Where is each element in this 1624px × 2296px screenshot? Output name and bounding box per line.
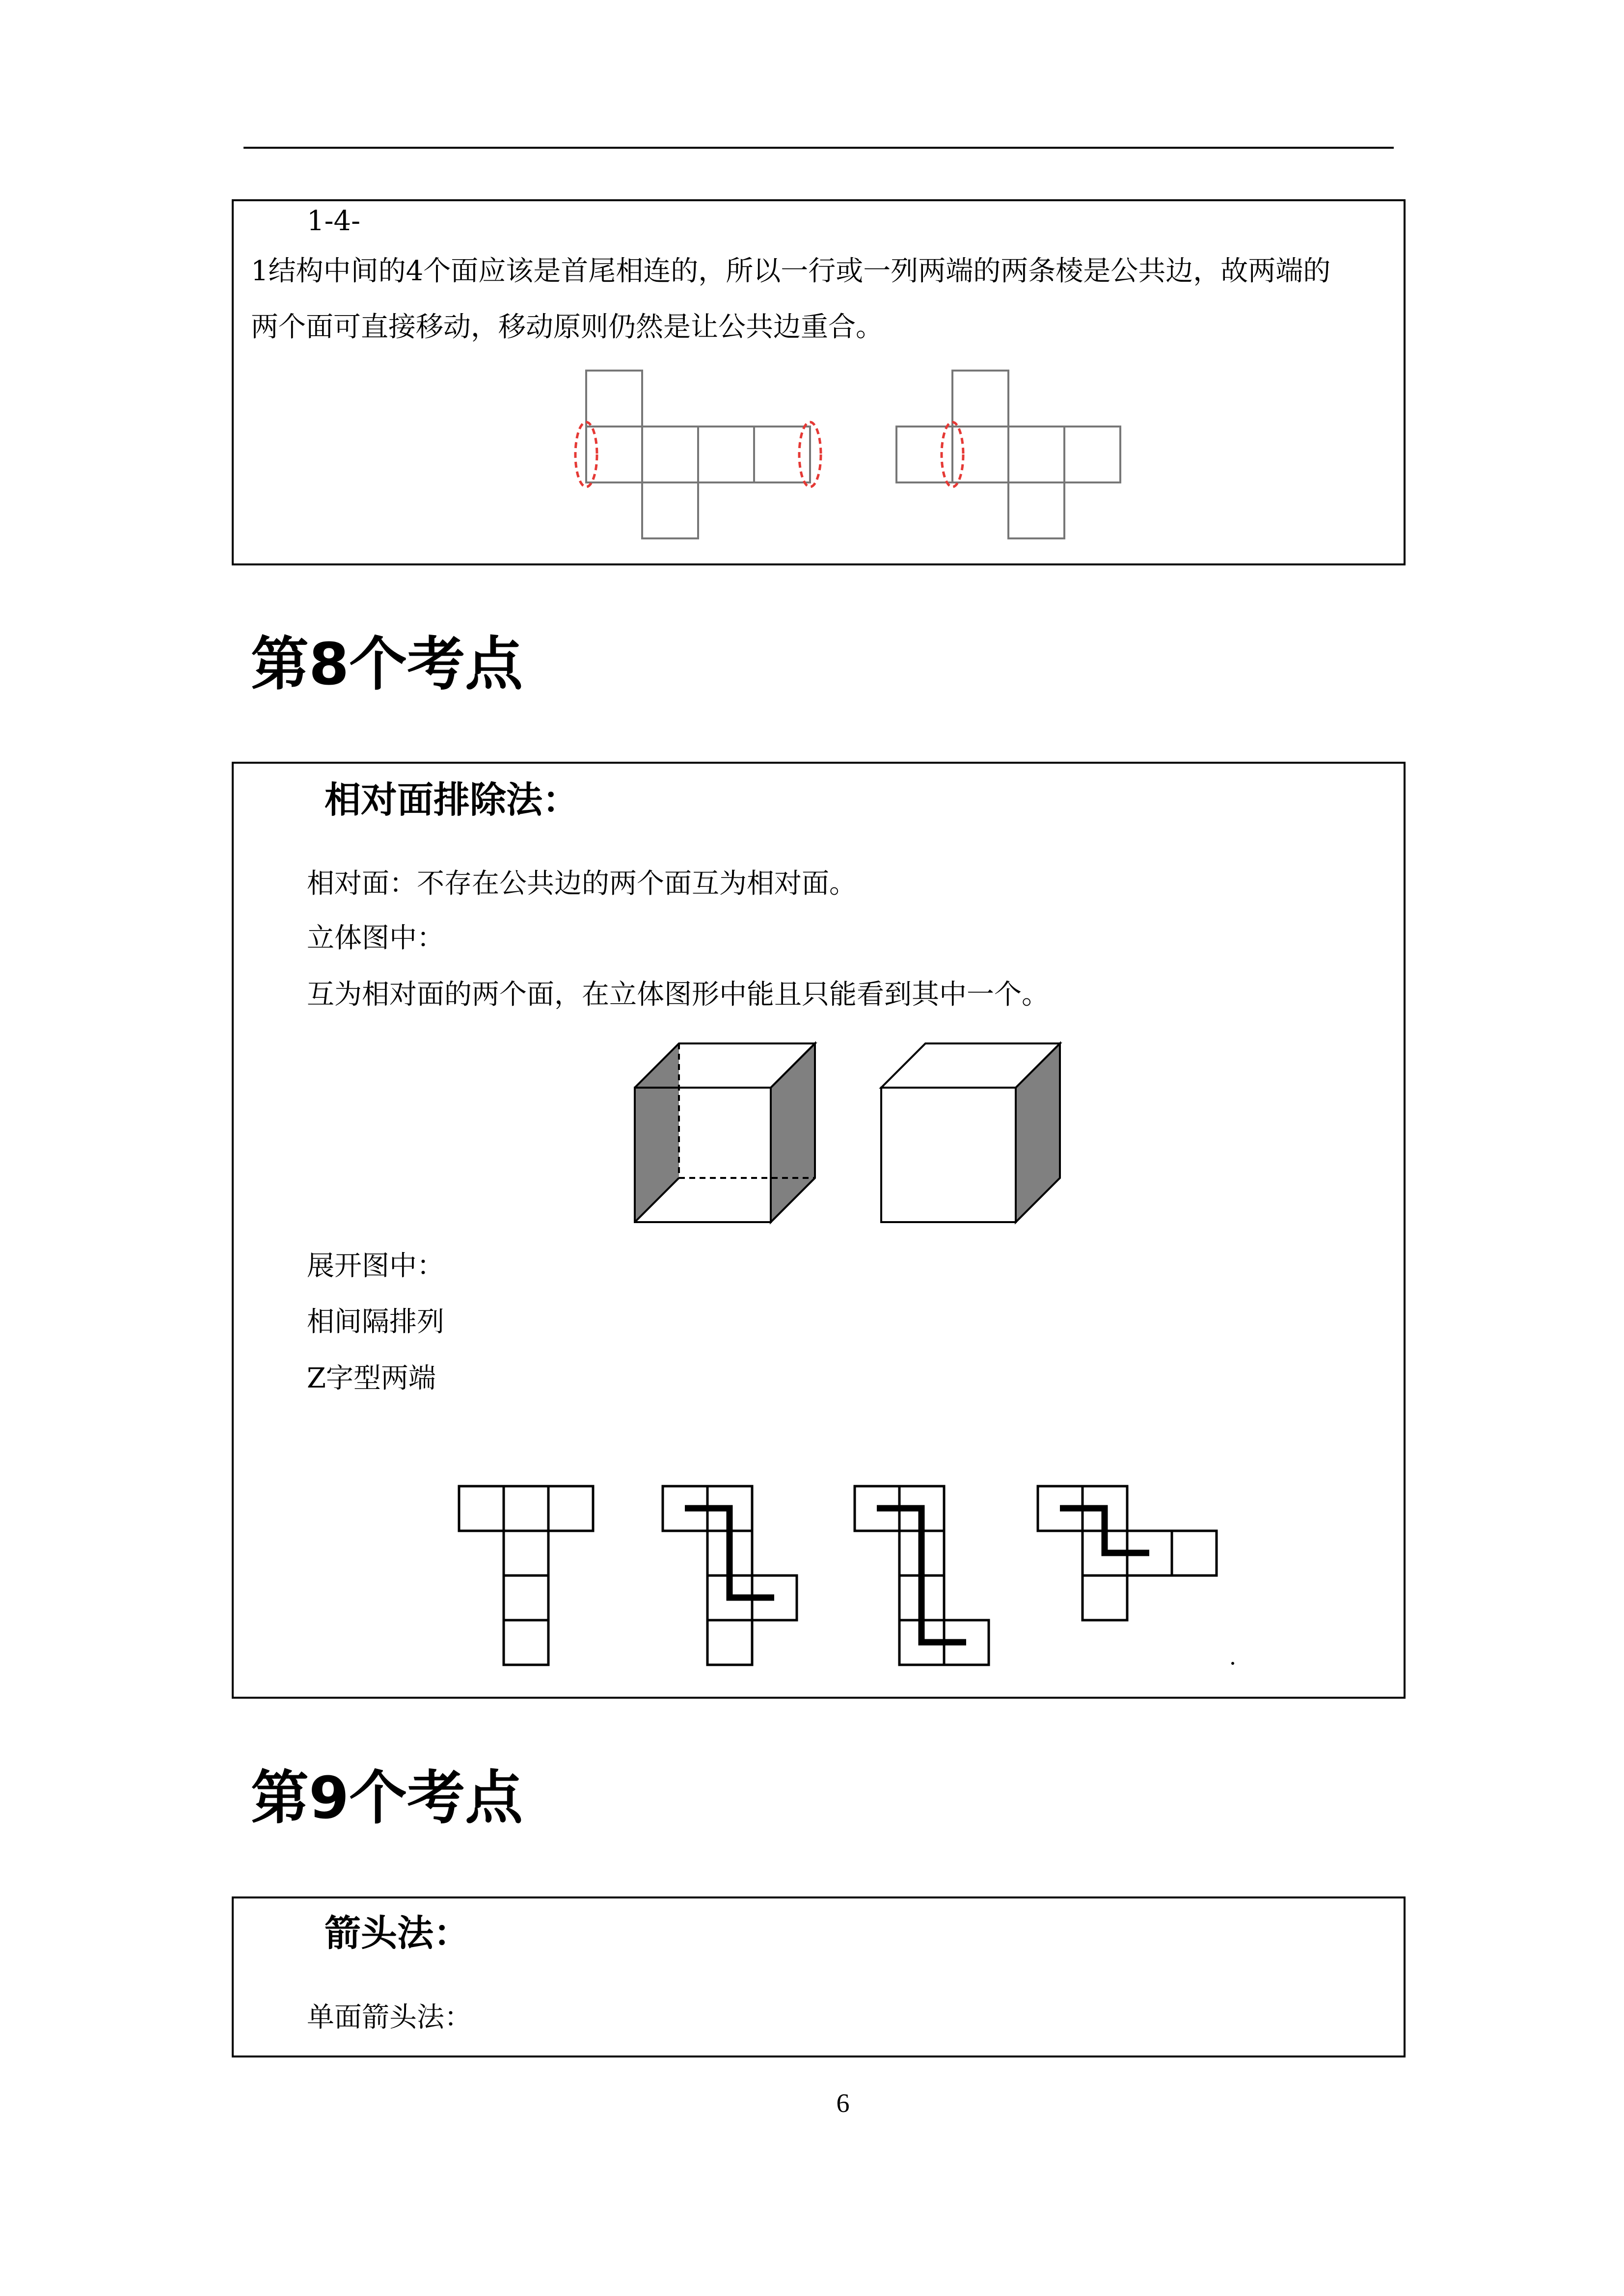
net-z-shape-2 — [855, 1486, 989, 1665]
net-rule-z-shape: Z字型两端 — [307, 1362, 436, 1394]
net-cell — [504, 1575, 548, 1620]
solid-cube — [881, 1043, 1060, 1222]
net-after-move — [896, 371, 1120, 538]
stray-dot — [1231, 1662, 1234, 1665]
net-cell — [504, 1620, 548, 1665]
net-cell — [642, 427, 698, 482]
section-8-heading: 第8个考点 — [251, 630, 523, 698]
net-cell — [504, 1486, 548, 1531]
section-9-title: 箭头法： — [325, 1912, 470, 1954]
section-9-heading: 第9个考点 — [251, 1764, 523, 1832]
shaded-left-face — [635, 1043, 679, 1222]
net-z-shape-1 — [663, 1486, 797, 1665]
net-cell — [459, 1486, 504, 1531]
net-cell — [1172, 1531, 1217, 1575]
cube-net-move-figure — [565, 353, 1154, 560]
net-cell — [642, 482, 698, 538]
net-rule-alternate: 相间隔排列 — [307, 1306, 444, 1338]
box1-line-2: 两个面可直接移动，移动原则仍然是让公共边重合。 — [251, 311, 883, 343]
opposite-face-nets-figure — [442, 1472, 1247, 1679]
header-rule — [244, 147, 1394, 149]
net-cell — [586, 371, 642, 427]
net-figure-label: 展开图中： — [307, 1250, 444, 1282]
net-before-move — [586, 371, 810, 538]
front-face — [881, 1088, 1016, 1222]
solid-figure-rule: 互为相对面的两个面，在立体图形中能且只能看到其中一个。 — [307, 979, 1049, 1011]
solid-figure-label: 立体图中： — [307, 922, 444, 954]
net-cell — [707, 1620, 752, 1665]
net-z-shape-3 — [1038, 1486, 1217, 1620]
net-cell — [952, 371, 1008, 427]
single-face-arrow-label: 单面箭头法： — [307, 2002, 472, 2033]
page-number: 6 — [836, 2088, 850, 2118]
common-edge-markers — [575, 422, 963, 487]
cube-opposite-faces-figure — [623, 1031, 1075, 1237]
net-cell — [1083, 1575, 1127, 1620]
definition-line: 相对面：不存在公共边的两个面互为相对面。 — [307, 868, 857, 900]
net-cell — [1008, 482, 1064, 538]
box1-line-1: 1结构中间的4个面应该是首尾相连的，所以一行或一列两端的两条棱是公共边，故两端的 — [251, 255, 1331, 287]
section-8-title: 相对面排除法： — [325, 779, 579, 821]
net-cell — [698, 427, 754, 482]
transparent-cube — [635, 1043, 815, 1222]
net-cell — [1064, 427, 1120, 482]
net-cell — [1008, 427, 1064, 482]
box-label: 1-4- — [307, 205, 361, 237]
shaded-right-face — [771, 1043, 815, 1222]
net-cell — [548, 1486, 593, 1531]
net-cell — [504, 1531, 548, 1575]
net-t-shape — [459, 1486, 593, 1665]
